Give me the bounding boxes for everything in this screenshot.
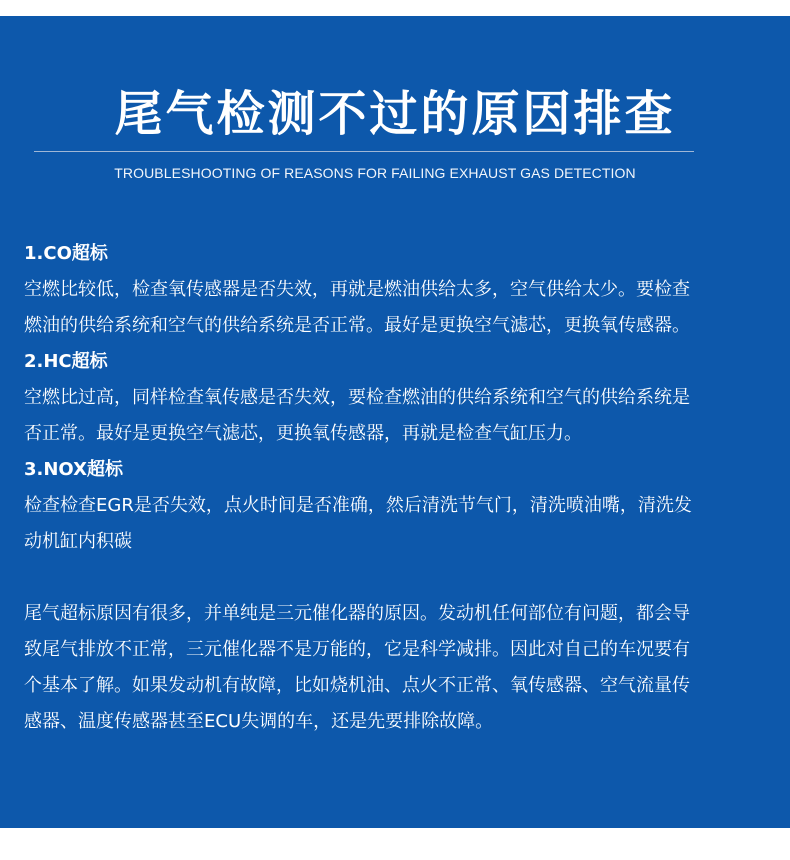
- content-body: [24, 236, 772, 740]
- page-subtitle: TROUBLESHOOTING OF REASONS FOR FAILING EXHAUST GAS DETECTION: [114, 165, 636, 181]
- section-heading: 3.NOX超标: [24, 459, 123, 480]
- paragraph-spacer: [24, 560, 772, 596]
- section-line: 空燃比较低，检查氧传感器是否失效，再就是燃油供给太多，空气供给太少。要检查: [24, 279, 690, 300]
- section-heading: 1.CO超标: [24, 243, 108, 264]
- section-line: 否正常。最好是更换空气滤芯，更换氧传感器，再就是检查气缸压力。: [24, 423, 582, 444]
- section-hc: [24, 344, 772, 452]
- summary-line: 尾气超标原因有很多，并单纯是三元催化器的原因。发动机任何部位有问题，都会导: [24, 603, 690, 624]
- summary-line: 个基本了解。如果发动机有故障，比如烧机油、点火不正常、氧传感器、空气流量传: [24, 675, 690, 696]
- section-line: 检查检查EGR是否失效，点火时间是否准确，然后清洗节气门，清洗喷油嘴，清洗发: [24, 495, 692, 516]
- summary-line: 感器、温度传感器甚至ECU失调的车，还是先要排除故障。: [24, 711, 494, 732]
- summary-line: 致尾气排放不正常，三元催化器不是万能的，它是科学减排。因此对自己的车况要有: [24, 639, 690, 660]
- section-heading: 2.HC超标: [24, 351, 108, 372]
- info-panel: [0, 16, 790, 828]
- section-line: 燃油的供给系统和空气的供给系统是否正常。最好是更换空气滤芯，更换氧传感器。: [24, 315, 690, 336]
- title-divider: [34, 151, 694, 152]
- page-title: 尾气检测不过的原因排查: [114, 86, 676, 142]
- section-line: 空燃比过高，同样检查氧传感是否失效，要检查燃油的供给系统和空气的供给系统是: [24, 387, 690, 408]
- section-nox: [24, 452, 772, 560]
- section-co: [24, 236, 772, 344]
- section-line: 动机缸内积碳: [24, 531, 132, 552]
- summary-paragraph: [24, 596, 772, 740]
